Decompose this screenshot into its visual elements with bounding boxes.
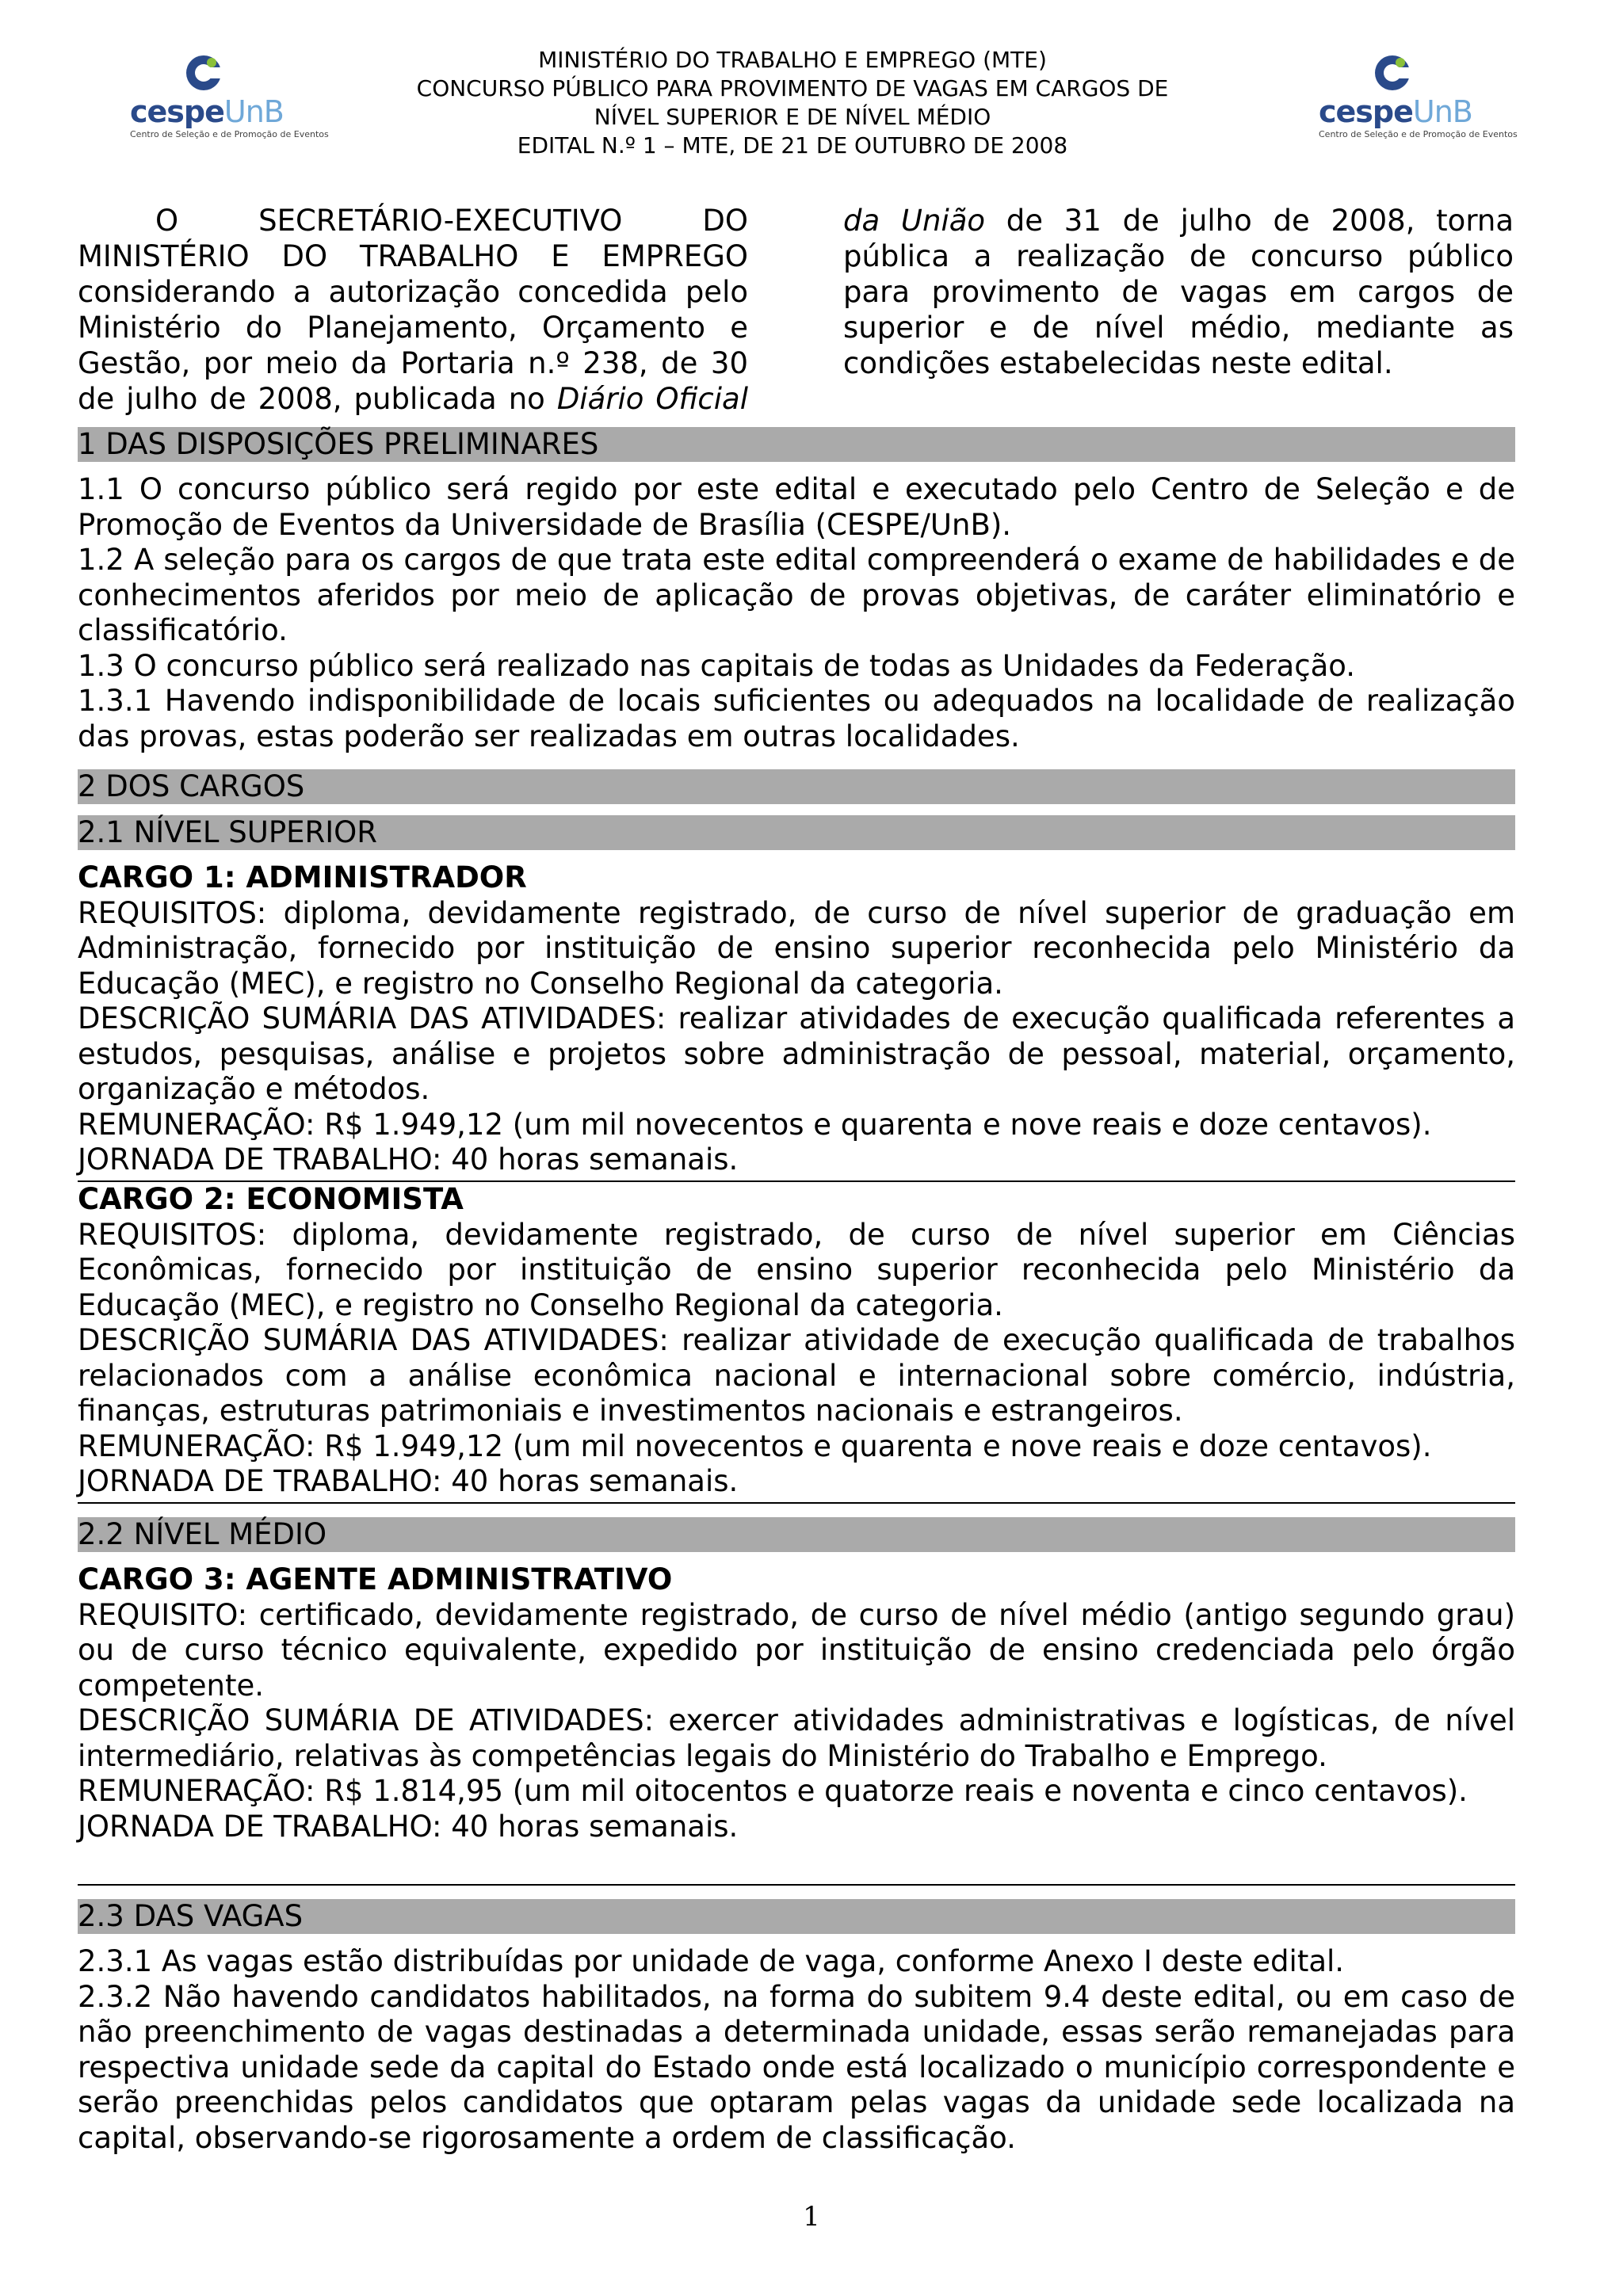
section-2-3-heading: 2.3 DAS VAGAS [78,1899,1515,1934]
section-divider [78,1884,1515,1886]
body-line: serão preenchidas pelos candidatos que optaram pelas vagas da unidade sede localizada na [78,2085,1515,2119]
body-line: estudos, pesquisas, análise e projetos sobre administração de pessoal, material, orçamento, [78,1036,1515,1071]
vagas-block [78,1944,1515,2156]
body-line: DESCRIÇÃO SUMÁRIA DE ATIVIDADES: exercer atividades administrativas e logísticas, de nível [78,1703,1515,1737]
body-line: das provas, estas poderão ser realizadas em outras localidades. [78,719,1020,753]
cespe-logo-icon [184,53,223,93]
header-line: EDITAL N.º 1 – MTE, DE 21 DE OUTUBRO DE 2008 [517,132,1068,158]
intro-line-first: da União de 31 de julho de 2008, torna [843,204,1514,238]
document-header [301,46,1284,160]
section-2-heading: 2 DOS CARGOS [78,769,1515,804]
body-line: finanças, estruturas patrimoniais e investimentos nacionais e estrangeiros. [78,1394,1183,1428]
body-line: JORNADA DE TRABALHO: 40 horas semanais. [78,1809,739,1844]
logo-wordmark: cespeUnB [130,94,284,129]
intro-line-last: de julho de 2008, publicada no Diário Oficial [78,382,748,416]
intro-left-column [78,203,748,417]
body-line: REQUISITO: certificado, devidamente registrado, de curso de nível médio (antigo segundo grau) [78,1597,1515,1632]
header-line: CONCURSO PÚBLICO PARA PROVIMENTO DE VAGAS EM CARGOS DE [416,75,1169,101]
body-line: relacionados com a análise econômica nacional e internacional sobre comércio, indústria, [78,1358,1515,1393]
logo-tagline: Centro de Seleção e de Promoção de Eventos [130,129,329,139]
intro-line: MINISTÉRIO DO TRABALHO E EMPREGO [78,239,748,273]
cargo-1-block [78,860,1515,1178]
body-line: Econômicas, fornecido por instituição de ensino superior reconhecida pelo Ministério da [78,1253,1515,1287]
section-1-heading: 1 DAS DISPOSIÇÕES PRELIMINARES [78,427,1515,462]
body-line: REMUNERAÇÃO: R$ 1.814,95 (um mil oitocentos e quatorze reais e noventa e cinco centavos). [78,1774,1468,1808]
logo-wordmark: cespeUnB [1319,94,1472,129]
logo-tagline: Centro de Seleção e de Promoção de Eventos [1319,129,1518,139]
body-line: JORNADA DE TRABALHO: 40 horas semanais. [78,1142,739,1177]
body-line: Promoção de Eventos da Universidade de Brasília (CESPE/UnB). [78,507,1012,542]
header-line: NÍVEL SUPERIOR E DE NÍVEL MÉDIO [594,104,991,130]
body-line: Administração, fornecido por instituição de ensino superior reconhecida pelo Ministério da [78,931,1515,965]
body-line: Educação (MEC), e registro no Conselho Regional da categoria. [78,1287,1003,1322]
intro-right-column [843,203,1514,381]
cespe-unb-logo-left [119,44,329,147]
intro-line: para provimento de vagas em cargos de [843,275,1514,309]
body-line: REQUISITOS: diploma, devidamente registrado, de curso de nível superior de graduação em [78,895,1515,930]
cargo-1-title: CARGO 1: ADMINISTRADOR [78,860,527,894]
intro-line: O SECRETÁRIO-EXECUTIVO DO [155,204,748,238]
body-line: classificatório. [78,613,288,647]
body-line: REMUNERAÇÃO: R$ 1.949,12 (um mil novecentos e quarenta e nove reais e doze centavos). [78,1428,1432,1463]
body-line: DESCRIÇÃO SUMÁRIA DAS ATIVIDADES: realizar atividades de execução qualificada referentes a [78,1001,1515,1035]
header-line: MINISTÉRIO DO TRABALHO E EMPREGO (MTE) [538,47,1047,73]
cargo-3-title: CARGO 3: AGENTE ADMINISTRATIVO [78,1562,673,1596]
intro-line: considerando a autorização concedida pelo [78,275,748,309]
cargo-divider [78,1502,1515,1504]
body-line: 1.3.1 Havendo indisponibilidade de locais suficientes ou adequados na localidade de realização [78,684,1515,718]
cespe-logo-icon [1373,53,1412,93]
cargo-2-title: CARGO 2: ECONOMISTA [78,1182,464,1216]
body-line: ou de curso técnico equivalente, expedido por instituição de ensino credenciada pelo órgão [78,1633,1515,1667]
intro-line: Gestão, por meio da Portaria n.º 238, de 30 [78,346,748,380]
body-line: respectiva unidade sede da capital do Estado onde está localizado o município correspondente e [78,2050,1515,2084]
body-line: competente. [78,1668,265,1703]
section-1-body [78,472,1515,754]
section-2-1-heading: 2.1 NÍVEL SUPERIOR [78,815,1515,850]
cespe-unb-logo-right [1308,44,1518,147]
body-line: 2.3.1 As vagas estão distribuídas por unidade de vaga, conforme Anexo I deste edital. [78,1944,1345,1978]
body-line: 1.1 O concurso público será regido por este edital e executado pelo Centro de Seleção e de [78,472,1515,506]
body-line: capital, observando-se rigorosamente a ordem de classificação. [78,2120,1016,2155]
body-line: conhecimentos aferidos por meio de aplicação de provas objetivas, de caráter eliminatório e [78,578,1515,612]
body-line: DESCRIÇÃO SUMÁRIA DAS ATIVIDADES: realizar atividade de execução qualificada de trabalhos [78,1323,1515,1357]
body-line: REQUISITOS: diploma, devidamente registrado, de curso de nível superior em Ciências [78,1217,1515,1252]
body-line: 2.3.2 Não havendo candidatos habilitados, na forma do subitem 9.4 deste edital, ou em caso de [78,1979,1515,2014]
body-line: 1.2 A seleção para os cargos de que trata este edital compreenderá o exame de habilidades e de [78,543,1515,577]
page-number: 1 [803,2201,820,2233]
body-line: 1.3 O concurso público será realizado nas capitais de todas as Unidades da Federação. [78,648,1355,683]
body-line: REMUNERAÇÃO: R$ 1.949,12 (um mil novecentos e quarenta e nove reais e doze centavos). [78,1107,1432,1142]
body-line: não preenchimento de vagas destinadas a determinada unidade, essas serão remanejadas para [78,2015,1515,2049]
body-line: intermediário, relativas às competências legais do Ministério do Trabalho e Emprego. [78,1738,1327,1773]
body-line: Educação (MEC), e registro no Conselho Regional da categoria. [78,966,1003,1001]
cargo-3-block [78,1562,1515,1844]
body-line: JORNADA DE TRABALHO: 40 horas semanais. [78,1464,739,1498]
section-2-2-heading: 2.2 NÍVEL MÉDIO [78,1517,1515,1552]
intro-line: superior e de nível médio, mediante as [843,311,1514,345]
cargo-2-block [78,1182,1515,1500]
intro-line: pública a realização de concurso público [843,239,1514,273]
body-line: organização e métodos. [78,1072,430,1106]
intro-line: Ministério do Planejamento, Orçamento e [78,311,748,345]
intro-line: condições estabelecidas neste edital. [843,346,1393,380]
